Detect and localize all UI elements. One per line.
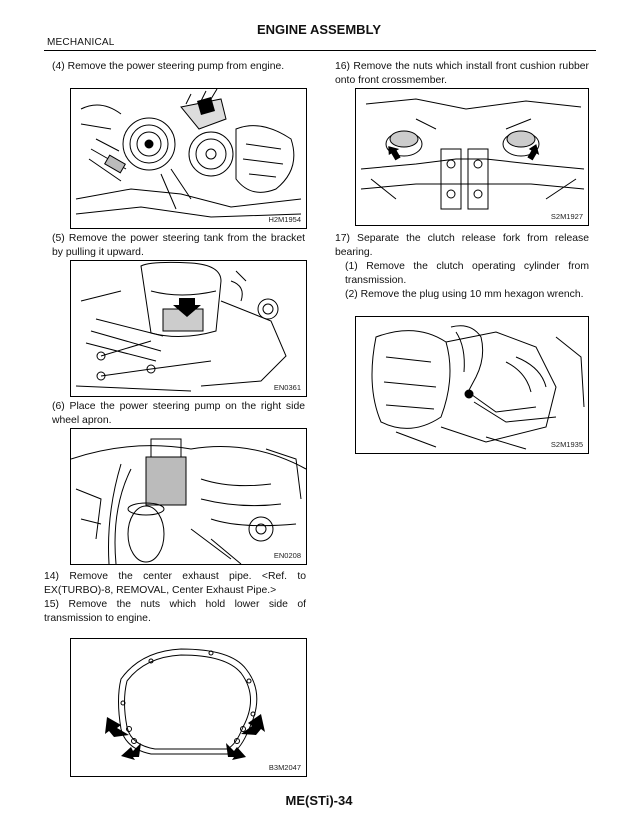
step-15-text: 15) Remove the nuts which hold lower side of transmission to engine. [44,599,306,624]
page-number: ME(STi)-34 [285,793,353,808]
step-4-text: (4) Remove the power steering pump from engine. [52,61,285,72]
section-label: MECHANICAL [47,37,115,48]
figure-power-steering-pump [70,88,307,229]
figure-clutch-plug [355,316,589,454]
figure-transmission-nuts [70,638,307,777]
figure-front-cushion-rubber [355,88,589,226]
header-rule [44,50,596,51]
figure-code: EN0361 [273,383,301,392]
step-6-text: (6) Place the power steering pump on the right side wheel apron. [52,401,305,426]
figure-code: EN0208 [273,551,301,560]
figure-power-steering-tank [70,260,307,397]
step-17-text: 17) Separate the clutch release fork from release bearing. [335,233,589,258]
step-16-text: 16) Remove the nuts which install front cushion rubber onto front crossmember. [335,61,589,86]
figure-code: B3M2047 [268,763,301,772]
step-17-2-text: (2) Remove the plug using 10 mm hexagon wrench. [345,289,584,300]
step-5-text: (5) Remove the power steering tank from the bracket by pulling it upward. [52,233,305,258]
figure-code: S2M1927 [550,212,583,221]
page-title: ENGINE ASSEMBLY [256,22,381,37]
step-14-text: 14) Remove the center exhaust pipe. <Ref. to EX(TURBO)-8, REMOVAL, Center Exhaust Pipe.> [44,571,306,596]
figure-code: S2M1935 [550,440,583,449]
figure-code: H2M1954 [268,215,301,224]
figure-wheel-apron [70,428,307,565]
step-17-1-text: (1) Remove the clutch operating cylinder from transmission. [345,261,589,286]
